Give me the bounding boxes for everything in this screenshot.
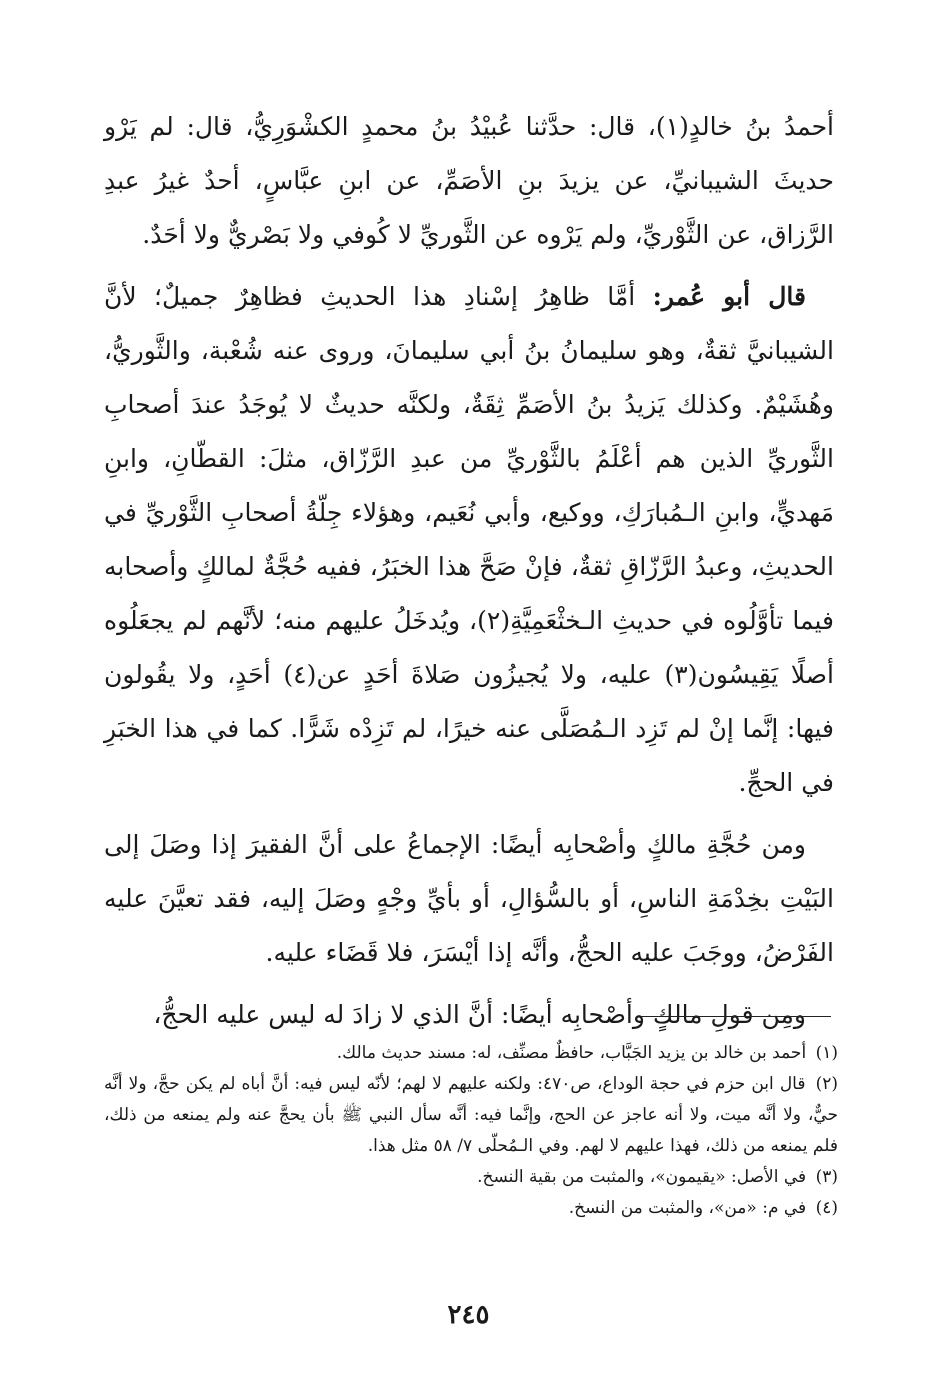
footnote-3-text: في الأصل: «يقيمون»، والمثبت من بقية النسخ. [477,1167,807,1187]
footnote-4-text: في م: «من»، والمثبت من النسخ. [568,1198,807,1218]
footnote-3 [104,1162,838,1193]
paragraph-2-text: أمَّا ظاهِرُ إسْنادِ هذا الحديثِ فظاهِرٌ جميلٌ؛ لأنَّ الشيبانيَّ ثقةٌ، وهو سليمانُ بنُ أبي سليمانَ، وروى عنه شُعْبة، والثَّوريُّ، وهُشَيْمٌ. وكذلك يَزيدُ بنُ الأصَمِّ ثِقَةٌ، ولكنَّه حديثٌ لا يُوجَدُ عندَ أصحابِ الثَّوريِّ الذين هم أعْلَمُ بالثَّوْريِّ من عبدِ الرَّزّاق، مثلَ: القطّانِ، وابنِ مَهديٍّ، وابنِ الـمُبارَكِ، ووكيع، وأبي نُعَيم، وهؤلاء جِلّةُ أصحابِ الثَّوْريِّ في الحديثِ، وعبدُ الرَّزّاقِ ثقةٌ، فإنْ صَحَّ هذا الخبَرُ، ففيه حُجَّةٌ لمالكٍ وأصحابه فيما تأوَّلُوه في حديثِ الـخثْعَمِيَّةِ(٢)، ويُدخَلُ عليهم منه؛ لأنَّهم لم يجعَلُوه أصلًا يَقِيسُون(٣) عليه، ولا يُجيزُون صَلاةَ أحَدٍ عن(٤) أحَدٍ، ولا يقُولون فيها: إنَّما إنْ لم تَزِد الـمُصَلَّى عنه خيرًا، لم تَزِدْه شَرًّا. كما في هذا الخبَرِ في الحجِّ. [104,282,834,797]
main-text [104,100,834,1050]
footnote-2-text: قال ابن حزم في حجة الوداع، ص٤٧٠: ولكنه عليهم لا لهم؛ لأنّه ليس فيه: أنَّ أباه لم يكن حجَّ، ولا أنَّه حيٌّ، ولا أنَّه ميت، ولا أنه عاجز عن الحج، وإنَّما فيه: أنَّه سأل النبي ﷺ بأن يحجَّ عنه ولم يمنعه من ذلك، فلم يمنعه من ذلك، فهذا عليهم لا لهم. وفي الـمُحلّى ٧/ ٥٨ مثل هذا. [104,1074,838,1156]
paragraph-2 [104,270,834,810]
footnote-divider [641,1016,831,1017]
footnote-2 [104,1069,838,1162]
footnote-1-number: (١) [815,1043,838,1063]
footnote-1-text: أحمد بن خالد بن يزيد الجَبَّاب، حافظٌ مصنِّف، له: مسند حديث مالك. [336,1043,807,1063]
paragraph-2-lead: قال أبو عُمر: [652,282,806,311]
footnote-4-number: (٤) [815,1198,838,1218]
paragraph-1 [104,100,834,262]
paragraph-1-text: أحمدُ بنُ خالدٍ(١)، قال: حدَّثنا عُبيْدُ بنُ محمدٍ الكشْوَرِيُّ، قال: لم يَرْو حديثَ الشيبانيِّ، عن يزيدَ بنِ الأصَمِّ، عن ابنِ عبَّاسٍ، أحدٌ غيرُ عبدِ الرَّزاق، عن الثَّوْريِّ، ولم يَرْوه عن الثَّوريِّ لا كُوفي ولا بَصْريٌّ ولا أحَدٌ. [104,112,834,249]
paragraph-3-text: ومن حُجَّةِ مالكٍ وأصْحابِه أيضًا: الإجماعُ على أنَّ الفقيرَ إذا وصَلَ إلى البَيْتِ بخِدْمَةِ الناسِ، أو بالسُّؤالِ، أو بأيِّ وجْهٍ وصَلَ إليه، فقد تعيَّنَ عليه الفَرْضُ، ووجَبَ عليه الحجُّ، وأنَّه إذا أيْسَرَ، فلا قَضَاء عليه. [104,830,834,967]
paragraph-4 [104,988,834,1042]
page-number: ٢٤٥ [447,1300,490,1330]
paragraph-4-text: ومِن قولِ مالكٍ وأصْحابِه أيضًا: أنَّ الذي لا زادَ له ليس عليه الحجُّ، [153,1000,806,1029]
footnote-3-number: (٣) [815,1167,838,1187]
footnote-1 [104,1038,838,1069]
footnotes [104,1038,838,1224]
paragraph-3 [104,818,834,980]
footnote-2-number: (٢) [815,1074,839,1094]
footnote-4 [104,1193,838,1224]
